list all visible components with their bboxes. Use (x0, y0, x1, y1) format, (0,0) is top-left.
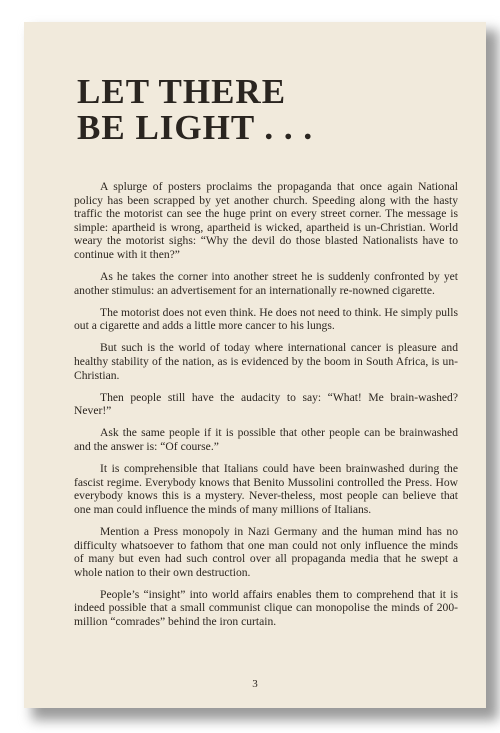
book-page (24, 22, 486, 708)
paragraph: But such is the world of today where international cancer is pleasure and healthy stability of the nation, as is evidenced by the boom in South Africa, is un-Christian. (74, 341, 458, 382)
title-line-2: BE LIGHT . . . (77, 108, 314, 147)
paragraph: As he takes the corner into another street he is suddenly confronted by yet another stimulus: an advertisement for an internationally re-nowned cigarette. (74, 270, 458, 297)
paragraph: Then people still have the audacity to say: “What! Me brain-washed? Never!” (74, 390, 458, 418)
paragraph: A splurge of posters proclaims the propaganda that once again National policy has been scrapped by yet another church. Speeding along with the hasty traffic the motorist can see the huge print on every street corner. The message is simple: apartheid is wrong, apartheid is wicked, apartheid is un-Christian. World weary the motorist sighs: “Why the devil do those blasted Nationalists have to continue with it then?” (74, 180, 458, 261)
article-title (77, 74, 458, 146)
page-number: 3 (252, 678, 258, 690)
paragraph: Mention a Press monopoly in Nazi Germany and the human mind has no difficulty whatsoever to fathom that one man could not only influence the minds of many but even had such control over all propaganda media that he swept a whole nation to their own destruction. (74, 524, 458, 579)
paragraph: The motorist does not even think. He does not need to think. He simply pulls out a cigarette and adds a little more cancer to his lungs. (74, 305, 458, 333)
paragraph: People’s “insight” into world affairs enables them to comprehend that it is indeed possible that a small communist clique can monopolise the minds of 200-million “comrades” behind the iron curtain. (74, 587, 458, 629)
paragraph: It is comprehensible that Italians could have been brainwashed during the fascist regime. Everybody knows that Benito Mussolini controlled the Press. How everybody knows this is a mystery. Never-theless, most people can believe that one man could influence the minds of many millions of Italians. (74, 462, 458, 516)
title-line-1: LET THERE (77, 72, 287, 111)
paragraph: Ask the same people if it is possible that other people can be brainwashed and the answer is: “Of course.” (74, 426, 458, 453)
article-body (74, 180, 458, 629)
